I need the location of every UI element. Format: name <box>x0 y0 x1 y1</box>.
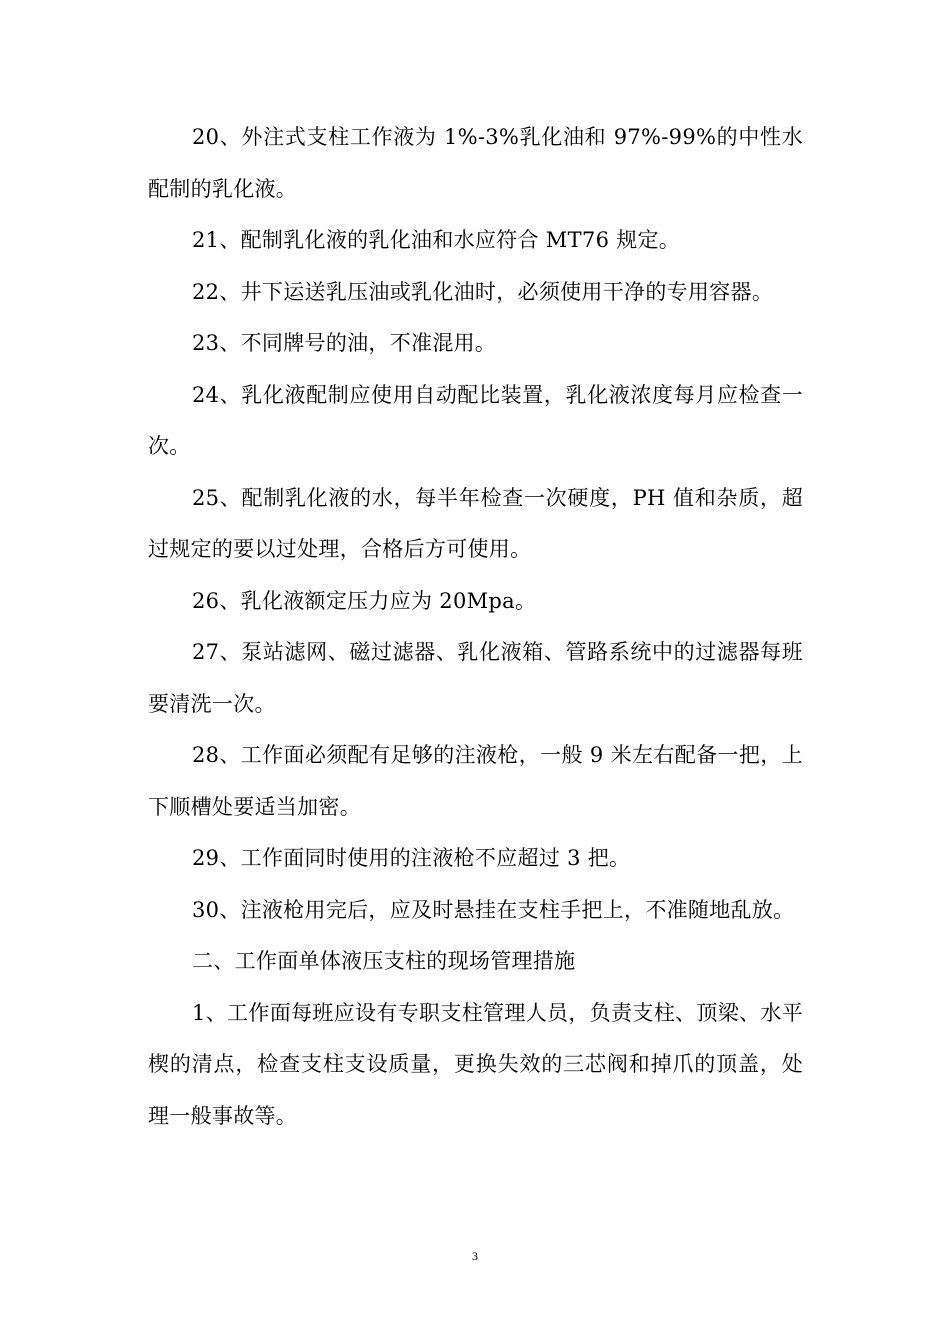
paragraph-item-25: 25、配制乳化液的水，每半年检查一次硬度，PH 值和杂质，超过规定的要以过处理，合格后方可使用。 <box>148 485 803 561</box>
page-number: 3 <box>472 1249 478 1263</box>
paragraph-item-24: 24、乳化液配制应使用自动配比装置，乳化液浓度每月应检查一次。 <box>148 382 803 458</box>
paragraph-item-21: 21、配制乳化液的乳化油和水应符合 MT76 规定。 <box>192 228 681 252</box>
paragraph-item-20: 20、外注式支柱工作液为 1%-3%乳化油和 97%-99%的中性水配制的乳化液。 <box>148 125 803 201</box>
paragraph-item-29: 29、工作面同时使用的注液枪不应超过 3 把。 <box>192 846 631 870</box>
paragraph-item-28: 28、工作面必须配有足够的注液枪，一般 9 米左右配备一把，上下顺槽处要适当加密。 <box>148 743 803 819</box>
paragraph-item-23: 23、不同牌号的油，不准混用。 <box>192 331 497 355</box>
paragraph-item-30: 30、注液枪用完后，应及时悬挂在支柱手把上，不准随地乱放。 <box>192 897 795 922</box>
paragraph-item-1: 1、工作面每班应设有专职支柱管理人员，负责支柱、顶梁、水平楔的清点，检查支柱支设质量，更换失效的三芯阀和掉爪的顶盖，处理一般事故等。 <box>148 1000 803 1128</box>
paragraph-item-27: 27、泵站滤网、磁过滤器、乳化液箱、管路系统中的过滤器每班要清洗一次。 <box>148 640 803 716</box>
paragraph-item-22: 22、井下运送乳压油或乳化油时，必须使用干净的专用容器。 <box>192 279 774 304</box>
section-heading: 二、工作面单体液压支柱的现场管理措施 <box>192 949 576 973</box>
paragraph-item-26: 26、乳化液额定压力应为 20Mpa。 <box>192 588 537 613</box>
document-body <box>148 112 803 1142</box>
